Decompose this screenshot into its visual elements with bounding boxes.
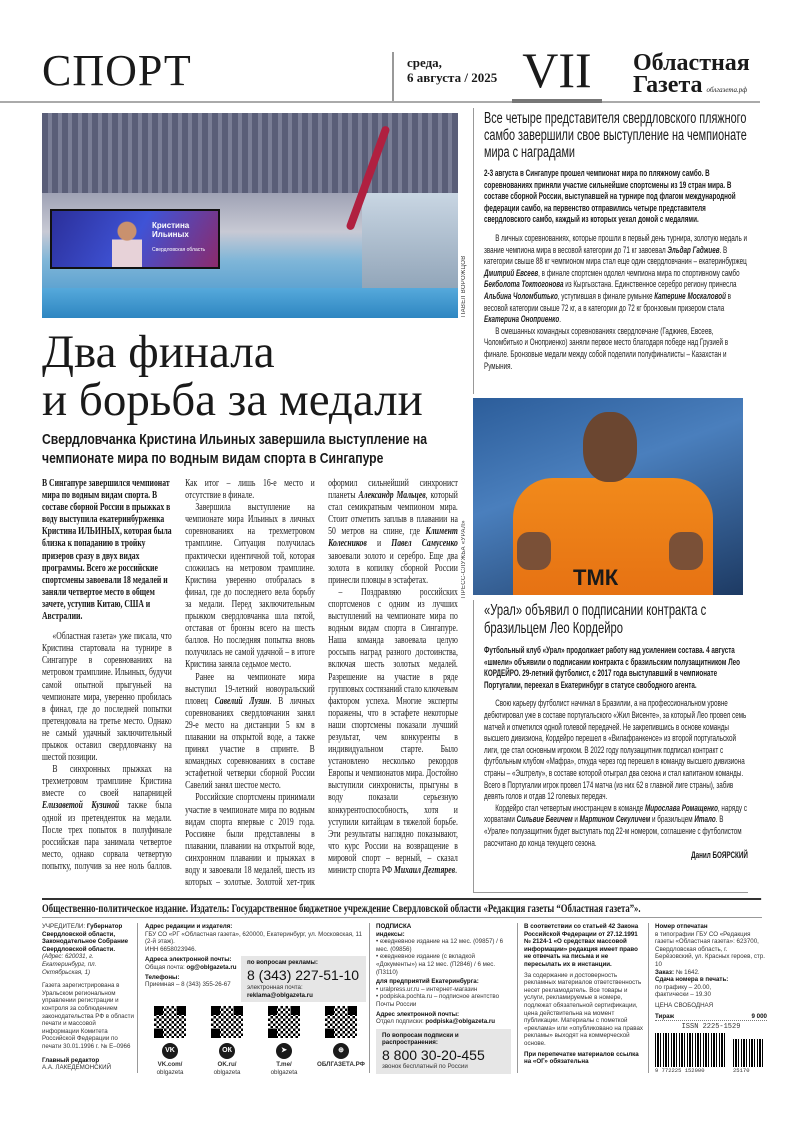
social-handle: oblgazeta [213,1068,241,1076]
footer-divider [137,923,138,1073]
person-name: Сильвие Бегичем [516,814,573,825]
headline-line1: Два финала [42,326,275,378]
text-run: в весовой категории свыше 72 кг, а в категории до 72 кг бронзовым призером стала [484,290,732,313]
indexes-label: индексы: [376,930,405,938]
deadline-label: Сдача номера в печать: [655,976,729,984]
text-run: – Поздравляю российских спортсменов с одним из лучших выступлений на чемпионате мира по водным видам спорта в Сингапуре. Наша команда завоевала целую россыпь наград разного достоинства, включая шесть золотых медалей. Разрешение на участие в ряде групповых состязаний стало ключевым фактором успеха. Многие эксперты поражены, что в эстафете некоторые наши спортсмены показали лучший результат, чем конкуренты в индивидуальном старте. Было установлено несколько рекордов Европы и чемпионатов мира. Достойно выступили синхронисты, прыгуны в воду показали серьезную конкурентоспособность, хотя и уступили китайцам в тяжелой борьбе. Эти результаты наглядно показывают, что курс России на возвращение в мировой спорт – верный, – сказал министр спорта РФ [328,586,458,876]
headline [42,328,423,424]
pool [42,288,458,318]
person-name: Савелий Лузин [214,695,270,707]
ads-note: За содержание и достоверность рекламных материалов ответственность несет рекламодатель. Все товары и услуги, рекламируемые в номере, подлежат обязательной сертификации, цена действительна на момент публикации. Материалы с пометкой «реклама» или «опубликовано на правах рекламы» выходят на коммерческой основе. [524,971,643,1047]
founders-address: (Адрес: 620031, г. Екатеринбург, пл. Октябрьская, 1) [42,953,97,976]
text-run: Российские спортсмены принимали участие в чемпионате мира по водным видам спорта впервые с 2019 года. Россияне были представлены в плавании, плавании на открытой воде, синхронном плавании и прыжках в воду и завоевали 18 медалей, шесть из которых – золотые. Золотой хет-трик оформил сильнейший синхронист планеты [185,478,458,889]
circulation-label: Тираж [655,1012,674,1020]
sub-email[interactable]: podpiska@oblgazeta.ru [425,1018,496,1026]
footer-divider [369,923,370,1073]
sub-email-prefix: Отдел подписки: [376,1018,424,1026]
text-run: «Областная газета» уже писала, что Кристина стартовала на турнире в Сингапуре в соревнованиях на метровом трамплине. Ильиных, будучи самой опытной прыгуньей на чемпионате мира, уверенно пробилась в финал, где до последней попытки претендовала на третье место. Однако не самый удачный заключительный прыжок оставил свердловчанку на шестой позиции. [42,631,172,764]
person-name: Александр Мальцев [358,490,426,502]
distrib-phone: 8 800 30-20-455 [382,1046,485,1063]
footer-contacts [145,923,366,1076]
order-label: Заказ: [655,968,675,976]
order: № 1642. [675,968,700,976]
paragraph [484,698,748,802]
issue-date [407,55,497,85]
text-run: Кордейро стал четвертым иностранцем в команде [495,802,646,813]
logo-line1: Областная [633,50,750,76]
ad-phone: 8 (343) 227-51-10 [247,966,360,983]
qr-code[interactable] [211,1006,243,1038]
person-name: Михаил Дегтярев [394,865,456,876]
text-run: В смешанных командных соревнованиях свердловчане (Гаджиев, Евсеев, Чоломбитько и Оноприенко) заняли первое место благодаря победе над Грузией в финале. Бронзовые медали между собой поделили полуфиналисты – Казахстан и Румыния. [484,325,729,371]
telegram-icon: ➤ [276,1043,292,1059]
text-run: , уступившая в финале румынке [557,290,655,301]
social-link[interactable] [259,1006,309,1076]
qr-code[interactable] [268,1006,300,1038]
person-name: Павел Самусенко [391,538,458,550]
phone-reception: Приемная – 8 (343) 355-26-67 [145,981,231,989]
text-run: и бразильцем [650,814,695,825]
ekb-shop[interactable]: • uralpress.ur.ru – интернет-магазин [376,985,478,993]
page-number: VII [522,42,592,98]
text-run: Свою карьеру футболист начинал в Бразилии, а на профессиональном уровне дебютировал уже в составе португальского «Жил Висенте», за который Лео провел семь матчей и отметился одной голевой передачей. Не закрепившись в основе команды высшего дивизиона, Кордейро перешел в «Вилафранкенсе» из второй португальской лиги, где стал основным игроком. В 2022 году полузащитник подписал контракт с футбольным клубом «Мафра», откуда через год перешел в команду высшего дивизиона страны – «Эштрелу», в составе которой отыграл два сезона и стал капитаном команды. Всего в Португалии игрок провел 174 матча (из них 62 в главной лиге страны), забив девять голов и отдав 12 голевых передач. [484,698,747,802]
text-run: из Кыргызстана. Единственное серебро региону принесла [563,279,737,290]
newspaper-logo [633,52,750,101]
person-name: Альбина Чоломбитько [484,290,558,301]
text-run: также была одной из претенденток на медали. После трех попыток в полуфинале российская пара занимала четвертое место, однако сорвала четвертую попытку, получив за нее ноль баллов. Как итог – лишь 16-е место и отсутствие в финале. [42,478,315,872]
registration: Газета зарегистрирована в Уральском региональном управлении регистрации и контроля за соблюдением законодательства РФ в области печати и массовой информации Комитета Российской Федерации по печати 30.01.1996 г. № Е–0966 [42,982,134,1050]
text-run: . [455,865,458,876]
paragraph [185,502,315,671]
ekb-post[interactable]: • podpiska.pochta.ru – подписное агентство Почты России [376,993,500,1008]
barcode [655,1033,727,1067]
screen-name: Кристина Ильиных [152,221,190,239]
distrib-note: звонок бесплатный по России [382,1062,468,1070]
price: ЦЕНА СВОБОДНАЯ [655,1001,714,1009]
deadline-actual: фактически – 19.30 [655,991,711,999]
person-name: Дмитрий Евсеев [484,267,539,278]
header-divider [392,52,394,102]
address: ГБУ СО «РГ «Областная газета», 620000, Екатеринбург, ул. Московская, 11 (2-й этаж). [145,930,362,946]
social-link[interactable] [145,1006,195,1076]
person-name: Мирослава Ромащенко [645,802,718,813]
inn: ИНН 6658023946. [145,945,197,953]
masthead-line: Общественно-политическое издание. Издатель: Государственное бюджетное учреждение Свердловской области «Редакция газеты “Областная газета”». [42,898,761,916]
person-name: Итало [694,814,716,825]
ok-icon: ОК [219,1043,235,1059]
barcode-digits: 9 772225 152000 [655,1067,705,1075]
index-1: • ежедневное издание на 12 мес. (09857) / 6 мес. (09856) [376,938,504,953]
phones-label: Телефоны: [145,973,180,981]
text-run: . В категории свыше 88 кг чемпионом мира стал еще один свердловчанин – екатеринбуржец [484,244,747,267]
footer-founders [42,923,134,1072]
section-rubric: СПОРТ [42,46,192,95]
social-label: OK.ru/ [217,1061,237,1069]
logo-line2: Газета [633,72,703,98]
social-link[interactable] [316,1006,366,1076]
diving-photo [42,113,458,318]
social-handle: oblgazeta [156,1068,184,1076]
paragraph [42,631,172,764]
social-handle: oblgazeta [270,1068,298,1076]
address-label: Адрес редакции и издателя: [145,923,233,930]
text-run: , наряду с хорватами [484,802,747,825]
person-name: Елизаветой Кузиной [42,800,120,812]
text-run: В синхронных прыжках на трехметровом трамплине Кристина вместе со своей напарницей [42,764,172,800]
social-link[interactable] [202,1006,252,1076]
distrib-label: По вопросам подписки и распространения: [382,1031,459,1047]
fist-left [517,532,551,570]
author: Данил БОЯРСКИЙ [691,850,748,861]
screen-region: Свердловская область [152,247,206,253]
headline-line2: и борьба за медали [42,374,423,426]
vk-icon: VK [162,1043,178,1059]
email-label: Адреса электронной почты: [145,956,232,964]
footer-print-info [655,923,767,1074]
deadline-schedule: по графику – 20.00, [655,983,712,991]
founders-label: УЧРЕДИТЕЛИ: [42,923,86,930]
jersey-sponsor: ТМК [573,565,619,590]
founders: Губернатор Свердловской области, Законодательное Собрание Свердловской области. [42,923,129,953]
article-title: Все четыре представителя свердловского пляжного самбо завершили свое выступление на чемпионате мира с наградами [484,110,747,161]
text-run: В личных соревнованиях, которые прошли в первый день турнира, золотую медаль и звание чемпиона мира в весовой категории до 71 кг завоевал [484,232,748,255]
editor-label: Главный редактор [42,1056,100,1064]
athlete-on-screen [112,221,142,267]
text-run: . В «Урале» полузащитник будет выступать под 22-м номером, соглашение с футболистом рассчитано до конца текущего сезона. [484,814,742,848]
person-name: Бекболота Токтогонова [484,279,564,290]
text-run: Завершила выступление на чемпионате мира Ильиных в личных соревнованиях на трехметровом трамплине. Ситуация получилась практически идентичной той, которая сложилась на метровом трамплине. Кристина уверенно отобралась в финал, где до последнего вела борьбу за медали. Перед заключительным прыжком свердловчанка шла пятой, отставая от бронзы всего на шесть баллов. Но последняя попытка вновь получилась не самой удачной – в итоге Кристина заняла седьмое место. [185,502,315,671]
article-sambo [473,108,748,394]
sub-email-label: Адрес электронной почты: [376,1010,460,1018]
article-body [484,233,748,372]
qr-code[interactable] [325,1006,357,1038]
photo-credit: ПАВЕЛ ВОРОЖЦОВ [461,255,467,317]
footer-divider [517,923,518,1073]
editor: А.А. ЛАКЕДЕМОНСКИЙ [42,1064,112,1072]
index-2: • ежедневное издание (с вкладкой «Документы») на 12 мес. (П2846) / 6 мес. (П3110) [376,953,496,976]
person-name: Катерине Москаловой [654,290,726,301]
stands [42,113,458,193]
footballer-photo [473,398,743,595]
text-run: и [572,814,580,825]
person-name: Екатерина Оноприенко [484,314,560,325]
person-name: Эльдар Гаджиев [667,244,720,255]
paragraph [328,587,458,877]
paragraph [484,326,748,372]
subscription-label: ПОДПИСКА [376,923,412,930]
footer-rule [42,917,762,918]
person-name: Климент Колесников [328,526,458,550]
text-run: . В личных соревнованиях свердловчанин занял 29-е место на дистанции 5 км в плавании на открытой воде, а также принял участие в спринте. В командных соревнованиях в составе эстафетной четверки сборной России Савелий занял шестое место. [185,695,315,792]
law-note: В соответствии со статьей 42 Закона Российской Федерации от 27.12.1991 № 2124-1 «О средствах массовой информации» редакция имеет право не отвечать на письма и не пересылать их в инстанции. [524,923,639,968]
subheadline: Свердловчанка Кристина Ильиных завершила выступление на чемпионате мира по водным видам спорта в Сингапуре [42,432,428,467]
article-title: «Урал» объявил о подписании контракта с бразильцем Лео Кордейро [484,602,707,637]
date: 6 августа / 2025 [407,70,498,85]
weekday: среда, [407,55,442,70]
player-head [583,412,637,482]
paragraph [484,233,748,326]
ad-email-label: электронная почта: [247,983,303,991]
article-lead: Футбольный клуб «Урал» продолжает работу над усилением состава. 4 августа «шмели» объявили о подписании контракта с бразильским полузащитником Лео КОРДЕЙРО. 29-летний футболист, с 2017 года выступавший в чемпионате Португалии, переехал в Екатеринбург в статусе свободного агента. [484,645,740,690]
paragraph [484,803,748,849]
paragraph [185,672,315,793]
page-number-bar [512,99,602,103]
distrib-box [376,1029,511,1074]
diving-platform [362,193,458,293]
email-general-label: Общая почта: [145,963,185,971]
ad-contact-box [241,956,366,1002]
barcode-addon [733,1039,763,1067]
header-rule [0,101,760,103]
photo-credit: ПРЕСС-СЛУЖБА «УРАЛ» [461,520,467,598]
social-block [145,1006,366,1076]
main-lead: В Сингапуре завершился чемпионат мира по водным видам спорта. В составе сборной России в прыжках в воду выступила екатеринбурженка Кристина ИЛЬИНЫХ, которая была близка к попаданию в тройку призеров сразу в двух видах программы. Всего же российские спортсмены завоевали 18 медалей и заняли четвертое место в общем зачете, уступив Китаю, США и Австралии. [42,478,172,623]
arena-screen [50,209,220,269]
text-run: , в финале спортсмен одолел чемпиона мира по спортивному самбо [538,267,740,278]
main-article-body [42,478,458,889]
text-run: и [366,538,392,550]
article-sambo-content [484,110,748,372]
email-general[interactable]: og@oblgazeta.ru [186,963,237,971]
ekb-label: для предприятий Екатеринбурга: [376,978,479,986]
globe-icon: ⊕ [333,1043,349,1059]
person-name: Мартином Секуличем [579,814,651,825]
footer-subscription [376,923,511,1074]
text-run: , который стал семикратным чемпионом мира. Стоит отметить заплыв в плавании на 50 метров на спине, где [328,490,458,538]
article-ural [473,600,748,893]
ad-label: по вопросам рекламы: [247,959,318,967]
printed-label: Номер отпечатан [655,923,708,930]
text-run: . [559,314,561,325]
social-label: T.me/ [276,1061,292,1069]
ad-email[interactable]: reklama@oblgazeta.ru [247,991,313,999]
social-label: ОБЛГАЗЕТА.РФ [317,1061,365,1069]
printed: в типографии ГБУ СО «Редакция газеты «Областная газета»: 623700, Свердловская область, г. Берёзовский, ул. Красных героев, стр. 10 [655,930,765,968]
fist-right [669,532,703,570]
circulation: 9 000 [751,1012,767,1020]
reprint-note: При перепечатке материалов ссылка на «ОГ» обязательна [524,1050,639,1066]
text-run: Ранее на чемпионате мира выступил 19-летний новоуральский пловец [185,671,315,707]
article-ural-content [484,602,748,862]
qr-code[interactable] [154,1006,186,1038]
text-run: завоевали золото и серебро. Еще два золота в копилку сборной России принесли пловцы в эстафетах. [328,550,458,586]
barcode-addon-digits: 25170 [733,1067,750,1075]
article-lead: 2-3 августа в Сингапуре прошел чемпионат мира по пляжному самбо. В соревнованиях приняли участие сильнейшие спортсмены из 19 стран мира. В составе сборной России, выступавшей на турнире под флагом международной федерации самбо, на первенство отправились четыре представителя свердловского самбо, каждый из которых уехал домой с медалями. [484,168,736,225]
footer-divider [648,923,649,1073]
issn: ISSN 2225-1529 [681,1023,741,1032]
logo-site: облгазета.рф [706,86,748,94]
social-label: VK.com/ [157,1061,183,1069]
article-body [484,698,748,849]
footer-legal [524,923,643,1066]
